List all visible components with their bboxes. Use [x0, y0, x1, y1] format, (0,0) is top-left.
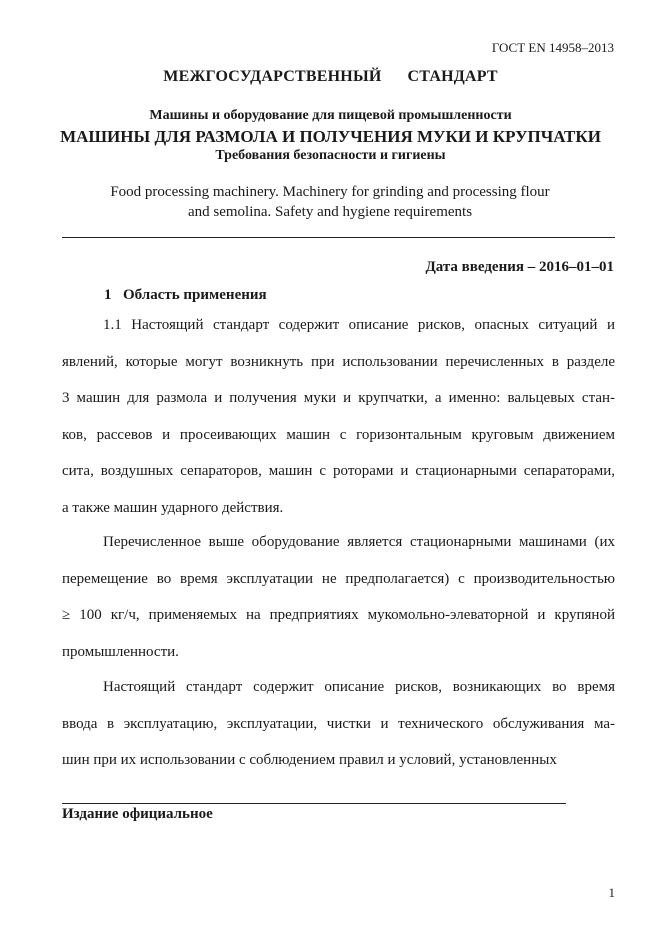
paragraph-equipment — [62, 524, 615, 670]
introduction-date: Дата введения – 2016–01–01 — [425, 259, 614, 275]
standard-title-part1: МЕЖГОСУДАРСТВЕННЫЙ — [163, 68, 382, 85]
main-title: МАШИНЫ ДЛЯ РАЗМОЛА И ПОЛУЧЕНИЯ МУКИ И КРУПЧАТКИ — [60, 127, 601, 146]
paragraph-line: а также машин ударного действия. — [62, 499, 284, 516]
paragraph-risks — [62, 669, 615, 779]
official-edition-label: Издание официальное — [62, 806, 213, 822]
english-title — [80, 182, 580, 222]
header-divider — [62, 237, 615, 238]
paragraph-line: Перечисленное выше оборудование является стационарными машинами (их — [103, 534, 615, 550]
paragraph-1-1 — [62, 307, 615, 526]
paragraph-line: явлений, которые могут возникнуть при использовании перечисленных в разделе — [62, 353, 615, 370]
paragraph-line: Настоящий стандарт содержит описание рисков, возникающих во время — [103, 679, 615, 695]
paragraph-line: ввода в эксплуатацию, эксплуатации, чистки и технического обслуживания ма- — [62, 715, 615, 732]
paragraph-line: промышленности. — [62, 643, 179, 660]
paragraph-line: сита, воздушных сепараторов, машин с роторами и стационарными сепараторами, — [62, 463, 615, 479]
section-heading — [104, 287, 267, 304]
section-number: 1 — [104, 287, 112, 303]
paragraph-line: ≥ 100 кг/ч, применяемых на предприятиях мукомольно-элеваторной и крупяной — [62, 607, 615, 623]
footer-divider — [62, 803, 566, 804]
standard-title-part2: СТАНДАРТ — [407, 68, 498, 85]
paragraph-line: шин при их использовании с соблюдением правил и условий, установленных — [62, 752, 557, 768]
section-title: Область применения — [123, 287, 267, 303]
paragraph-line: перемещение во время эксплуатации не предполагается) с производительностью — [62, 570, 615, 587]
page-number: 1 — [608, 885, 615, 900]
paragraph-line: 1.1 Настоящий стандарт содержит описание рисков, опасных ситуаций и — [103, 317, 615, 333]
paragraph-line: ков, рассевов и просеивающих машин с горизонтальным круговым движением — [62, 426, 615, 443]
english-title-line1: Food processing machinery. Machinery for grinding and processing flour — [110, 184, 550, 200]
english-title-line2: and semolina. Safety and hygiene requirements — [187, 204, 473, 220]
document-code: ГОСТ EN 14958–2013 — [491, 40, 614, 55]
paragraph-line: 3 машин для размола и получения муки и крупчатки, а именно: вальцевых стан- — [62, 390, 615, 406]
standard-type-title — [0, 68, 661, 86]
requirements-subtitle: Требования безопасности и гигиены — [215, 148, 446, 163]
category-subtitle: Машины и оборудование для пищевой промышленности — [149, 108, 512, 123]
